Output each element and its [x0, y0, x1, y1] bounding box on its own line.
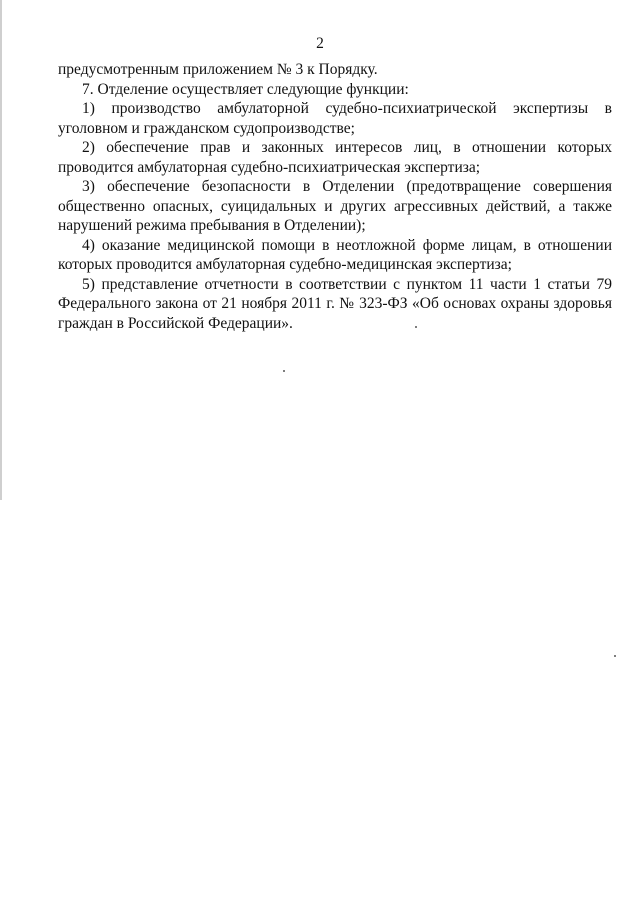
paragraph-item-1: 1) производство амбулаторной судебно-психиатрической экспертизы в уголовном и гражданском судопроизводстве;: [58, 100, 612, 137]
page-number: 2: [316, 35, 324, 52]
paragraph-item-3: 3) обеспечение безопасности в Отделении (предотвращение совершения общественно опасных, суицидальных и других агрессивных действий, а также нарушений режима пребывания в Отделении);: [58, 178, 612, 234]
paragraph-item-2: 2) обеспечение прав и законных интересов лиц, в отношении которых проводится амбулаторная судебно-психиатрическая экспертиза;: [58, 139, 612, 176]
scan-speck: [415, 326, 417, 328]
paragraph-continuation: предусмотренным приложением № 3 к Порядку.: [58, 61, 378, 78]
paragraph-section-7: 7. Отделение осуществляет следующие функции:: [82, 80, 409, 98]
paragraph-item-4: 4) оказание медицинской помощи в неотложной форме лицам, в отношении которых проводится амбулаторная судебно-медицинская экспертиза;: [58, 236, 612, 273]
scan-speck: [283, 370, 285, 372]
paragraph-item-5: 5) представление отчетности в соответствии с пунктом 11 части 1 статьи 79 Федерального закона от 21 ноября 2011 г. № 323-ФЗ «Об основах охраны здоровья граждан в Российской Федерации».: [58, 275, 612, 332]
document-body: [58, 60, 612, 333]
scan-edge-shadow: [0, 0, 2, 500]
scan-speck: [614, 655, 616, 657]
